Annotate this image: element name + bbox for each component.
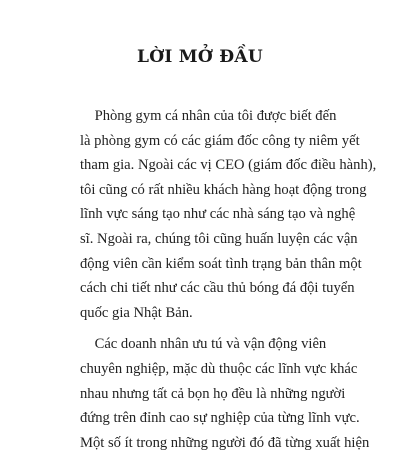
text-line: đứng trên đỉnh cao sự nghiệp của từng lĩnh vực.: [80, 410, 360, 427]
text-line: Phòng gym cá nhân của tôi được biết đến: [80, 108, 337, 124]
text-line: tham gia. Ngoài các vị CEO (giám đốc điều hành),: [80, 157, 377, 174]
text-line: Một số ít trong những người đó đã từng xuất hiện: [80, 434, 370, 451]
text-line: chuyên nghiệp, mặc dù thuộc các lĩnh vực khác: [80, 360, 358, 377]
text-line: tôi cũng có rất nhiều khách hàng hoạt động trong: [80, 181, 367, 198]
chapter-title: LỜI MỞ ĐẦU: [136, 47, 264, 67]
text-line: nhau nhưng tất cả bọn họ đều là những người: [80, 385, 346, 402]
text-line: cách chi tiết như các cầu thủ bóng đá đội tuyển: [80, 280, 355, 297]
paragraph-spacer: [80, 325, 402, 332]
text-line: là phòng gym có các giám đốc công ty niêm yết: [80, 132, 360, 149]
body-text: [80, 104, 402, 455]
text-line: sĩ. Ngoài ra, chúng tôi cũng huấn luyện các vận: [80, 230, 358, 247]
text-line: quốc gia Nhật Bản.: [80, 304, 193, 321]
paragraph-2: [80, 332, 402, 455]
text-line: lĩnh vực sáng tạo như các nhà sáng tạo và nghệ: [80, 206, 356, 223]
text-line: Các doanh nhân ưu tú và vận động viên: [80, 336, 327, 353]
paragraph-1: [80, 104, 402, 325]
text-line: động viên cần kiểm soát tình trạng bản thân một: [80, 255, 362, 272]
